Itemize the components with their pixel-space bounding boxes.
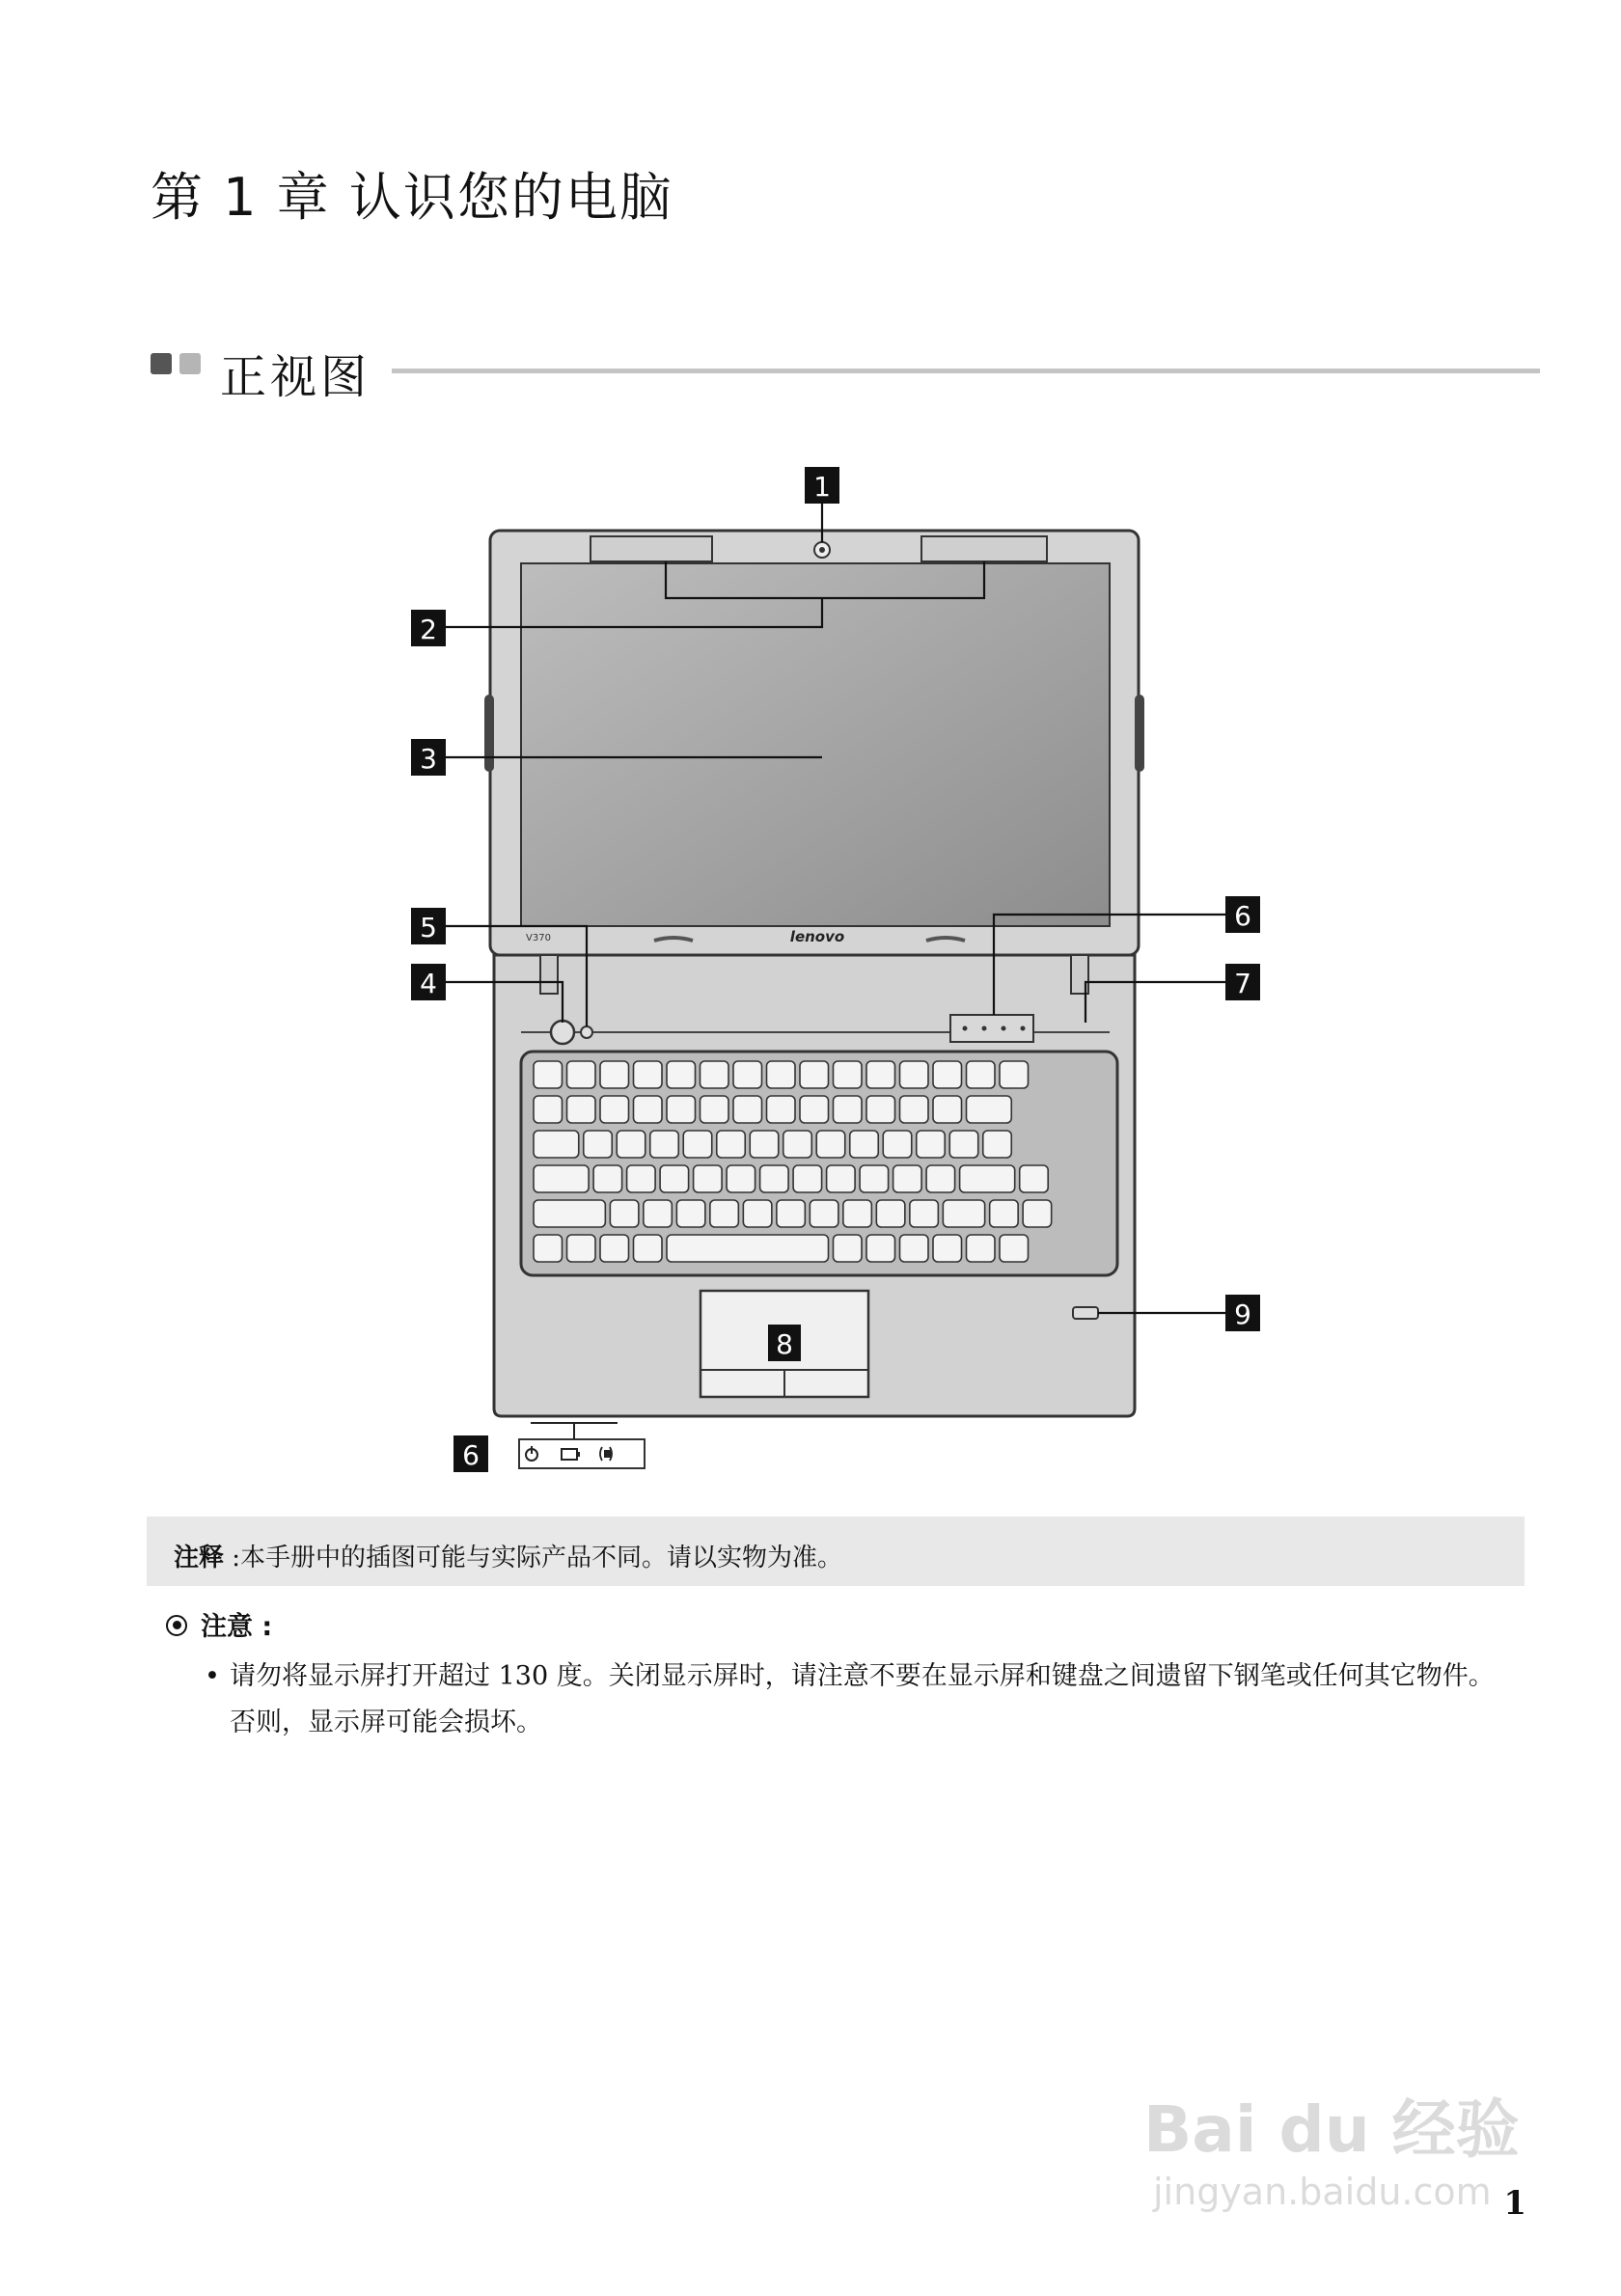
keyboard-key [843,1200,872,1227]
keyboard-key [727,1165,756,1192]
keyboard-key [876,1200,905,1227]
keyboard-key [834,1235,863,1262]
power-button-icon [551,1021,574,1044]
keyboard-key [1020,1165,1049,1192]
keyboard-key [683,1131,712,1158]
callout-5: 5 [420,912,437,943]
keyboard-key [750,1131,779,1158]
callout-4: 4 [420,968,437,999]
keyboard-key [733,1061,762,1088]
keyboard-key [900,1096,929,1123]
keyboard-key [983,1131,1012,1158]
baidu-watermark [1143,2074,1529,2219]
keyboard-key [534,1200,605,1227]
keyboard-key [600,1235,629,1262]
callout-1: 1 [813,471,831,503]
keyboard-key [866,1061,895,1088]
keyboard-key [710,1200,739,1227]
section-marker-dark [151,353,172,374]
keyboard-key [949,1131,978,1158]
keyboard-key [860,1165,889,1192]
keyboard-key [827,1165,856,1192]
display-screen [521,563,1110,926]
note-box [147,1517,1525,1586]
target-icon [166,1615,187,1636]
keyboard-key [850,1131,879,1158]
keyboard-key [534,1131,579,1158]
keyboard-key [883,1131,912,1158]
note-body: :本手册中的插图可能与实际产品不同。请以实物为准。 [224,1544,843,1572]
attention-bullet [205,1654,1517,1746]
hinge-right [1135,695,1144,772]
brand-logo: lenovo [789,928,845,945]
keyboard-key [567,1061,596,1088]
keyboard-key [634,1096,663,1123]
wireless-antenna-left [591,536,712,561]
keyboard-key [990,1200,1019,1227]
keyboard-key [760,1165,789,1192]
fingerprint-reader [1073,1307,1098,1319]
keyboard-key [701,1096,729,1123]
keyboard-key [767,1096,796,1123]
keyboard-key [967,1096,1012,1123]
hinge-left [484,695,494,772]
keyboard-key [660,1165,689,1192]
watermark-main: Bai du 经验 [1143,2092,1520,2167]
keyboard-key [1000,1061,1029,1088]
keyboard-key [634,1061,663,1088]
keyboard-key [567,1096,596,1123]
keyboard-key [667,1096,696,1123]
keyboard-key [900,1061,929,1088]
keyboard-key [816,1131,845,1158]
keyboard-key [534,1061,563,1088]
keyboard-key [893,1165,922,1192]
keyboard-key [617,1131,646,1158]
keyboard-key [793,1165,822,1192]
keyboard-key [627,1165,656,1192]
keyboard-key [866,1096,895,1123]
keyboard-key [933,1096,962,1123]
keyboard-key [534,1096,563,1123]
page-number: 1 [1503,2184,1526,2223]
keyboard-key [667,1061,696,1088]
laptop-base [494,955,1135,1416]
keyboard-key [717,1131,746,1158]
keyboard-key [584,1131,613,1158]
wireless-antenna-right [921,536,1047,561]
keyboard-key [733,1096,762,1123]
keyboard-key [834,1096,863,1123]
keyboard-key [900,1235,929,1262]
note-label: 注释 [174,1544,225,1572]
watermark-sub: jingyan.baidu.com [1153,2171,1492,2213]
keyboard-key [676,1200,705,1227]
keyboard-key [667,1235,829,1262]
callout-8: 8 [776,1328,793,1360]
note-text [174,1538,842,1573]
keyboard-key [967,1235,996,1262]
keyboard-key [800,1096,829,1123]
keyboard-key [534,1165,589,1192]
keyboard-key [743,1200,772,1227]
keyboard-key [534,1235,563,1262]
keyboard-key [926,1165,955,1192]
keyboard-key [610,1200,639,1227]
callout-6-bottom: 6 [462,1439,480,1471]
keyboard-key [644,1200,673,1227]
keyboard-key [783,1131,812,1158]
section-marker-light [179,353,201,374]
keyboard-key [593,1165,622,1192]
display-lid [484,531,1144,955]
keyboard-key [933,1061,962,1088]
keyboard-key [960,1165,1015,1192]
section-header [151,340,1540,404]
section-title: 正视图 [220,350,371,404]
keyboard-key [834,1061,863,1088]
keyboard-key [600,1096,629,1123]
keyboard-key [701,1061,729,1088]
keyboard-key [767,1061,796,1088]
keyboard-key [866,1235,895,1262]
keyboard-key [567,1235,596,1262]
attention-text: 请勿将显示屏打开超过 130 度。关闭显示屏时，请注意不要在显示屏和键盘之间遗留下钢笔或任何其它物件。否则，显示屏可能会损坏。 [230,1661,1495,1737]
bullet-dot-icon: • [205,1661,220,1691]
callout-9: 9 [1234,1298,1251,1330]
onekey-rescue-icon [581,1026,592,1038]
chapter-title: 第 1 章 认识您的电脑 [151,167,673,228]
keyboard-key [917,1131,946,1158]
attention-heading [166,1605,272,1643]
keyboard-key [650,1131,679,1158]
keyboard-key [800,1061,829,1088]
attention-label: 注意 : [201,1612,273,1642]
model-label: V370 [526,933,551,943]
keyboard-key [910,1200,939,1227]
callout-3: 3 [420,743,437,775]
keyboard-key [777,1200,806,1227]
callout-6-top: 6 [1234,900,1251,932]
section-rule [392,369,1540,373]
keyboard-key [810,1200,838,1227]
keyboard-key [933,1235,962,1262]
keyboard-key [967,1061,996,1088]
keyboard-key [1000,1235,1029,1262]
keyboard-key [943,1200,984,1227]
keyboard-key [634,1235,663,1262]
laptop-front-view-diagram [0,444,1621,1486]
callout-2: 2 [420,614,437,645]
keyboard-key [1023,1200,1052,1227]
callout-7: 7 [1234,968,1251,999]
keyboard-key [694,1165,723,1192]
keyboard-key [600,1061,629,1088]
front-status-strip [519,1423,645,1468]
